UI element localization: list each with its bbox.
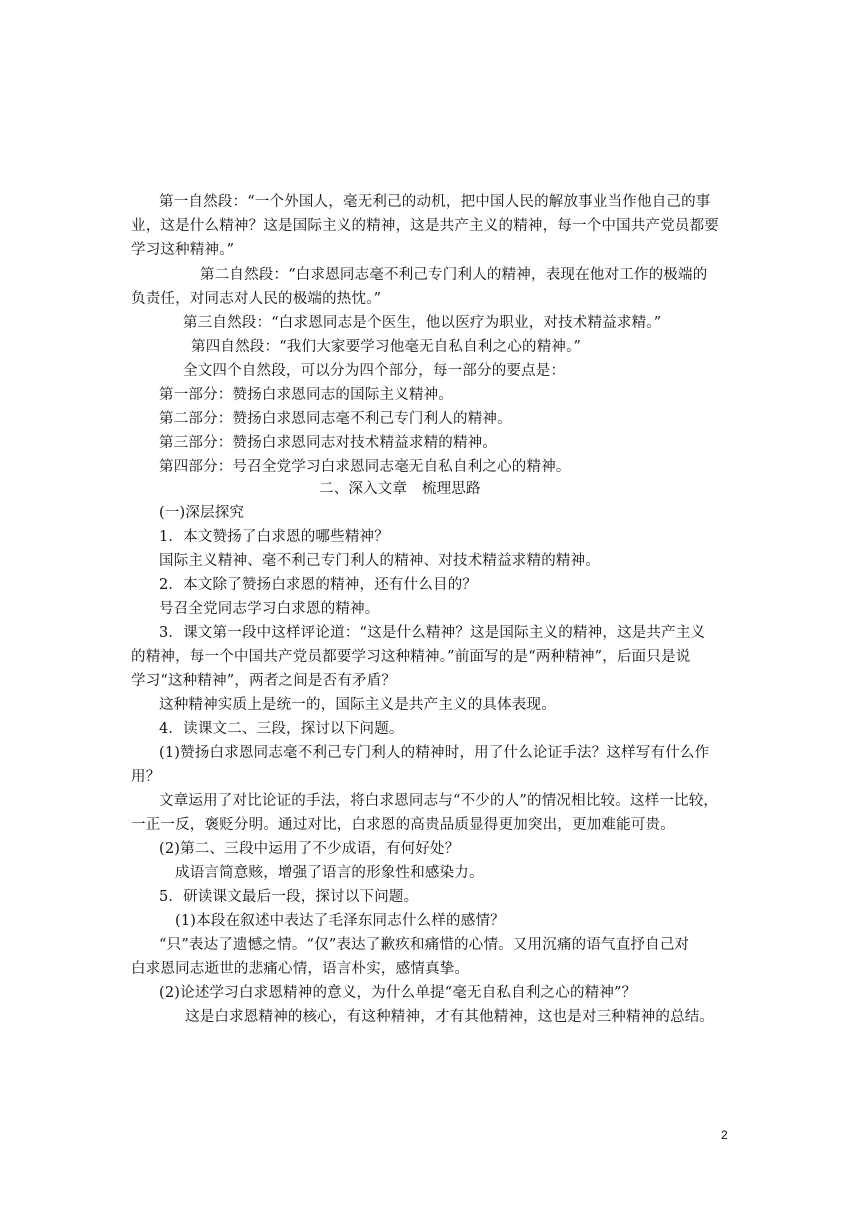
answer-2: 号召全党同志学习白求恩的精神。 [159, 601, 380, 617]
summary-line: 全文四个自然段，可以分为四个部分，每一部分的要点是： [183, 363, 566, 379]
paragraph-2-line-2: 负责任，对同志对人民的极端的热忱。” [131, 291, 382, 307]
question-1: 1．本文赞扬了白求恩的哪些精神？ [159, 529, 389, 545]
paragraph-1-line-1: 第一自然段：“一个外国人，毫无利己的动机，把中国人民的解放事业当作他自己的事 [159, 194, 711, 210]
answer-5-2: 这是白求恩精神的核心，有这种精神，才有其他精神，这也是对三种精神的总结。 [185, 1009, 715, 1025]
question-3-line-3: 学习“这种精神”，两者之间是否有矛盾？ [131, 673, 397, 689]
paragraph-1-line-3: 学习这种精神。” [131, 242, 235, 258]
question-5: 5．研读课文最后一段，探讨以下问题。 [159, 889, 419, 905]
answer-4-1-line-2: 一正一反，褒贬分明。通过对比，白求恩的高贵品质显得更加突出，更加难能可贵。 [131, 817, 675, 833]
page-number: 2 [721, 1128, 728, 1142]
answer-3: 这种精神实质上是统一的，国际主义是共产主义的具体表现。 [159, 697, 556, 713]
paragraph-2-line-1: 第二自然段：“白求恩同志毫不利己专门利人的精神，表现在他对工作的极端的 [200, 267, 708, 283]
subquestion-5-1: (1)本段在叙述中表达了毛泽东同志什么样的感情？ [175, 913, 505, 929]
answer-5-1-line-1: “只”表达了遗憾之情。“仅”表达了歉疚和痛惜的心情。又用沉痛的语气直抒自己对 [159, 937, 690, 953]
question-3-line-1: 3．课文第一段中这样评论道：“这是什么精神？这是国际主义的精神，这是共产主义 [159, 625, 706, 641]
subquestion-4-2: (2)第二、三段中运用了不少成语，有何好处？ [159, 841, 460, 857]
answer-1: 国际主义精神、毫不利己专门利人的精神、对技术精益求精的精神。 [159, 553, 600, 569]
subquestion-5-2: (2)论述学习白求恩精神的意义，为什么单提“毫无自私自利之心的精神”？ [159, 985, 637, 1001]
section-title: 二、深入文章 梳理思路 [319, 481, 481, 497]
question-3-line-2: 的精神，每一个中国共产党员都要学习这种精神。”前面写的是“两种精神”，后面只是说 [131, 649, 691, 665]
paragraph-1-line-2: 业，这是什么精神？这是国际主义的精神，这是共产主义的精神，每一个中国共产党员都要 [131, 218, 719, 234]
question-2: 2．本文除了赞扬白求恩的精神，还有什么目的？ [159, 577, 478, 593]
part-2-line: 第二部分：赞扬白求恩同志毫不利己专门利人的精神。 [159, 411, 512, 427]
answer-4-1-line-1: 文章运用了对比论证的手法，将白求恩同志与“不少的人”的情况相比较。这样一比较， [159, 793, 719, 809]
part-3-line: 第三部分：赞扬白求恩同志对技术精益求精的精神。 [159, 435, 498, 451]
part-1-line: 第一部分：赞扬白求恩同志的国际主义精神。 [159, 387, 453, 403]
part-4-line: 第四部分：号召全党学习白求恩同志毫无自私自利之心的精神。 [159, 459, 571, 475]
subquestion-4-1-line-1: (1)赞扬白求恩同志毫不利己专门利人的精神时，用了什么论证手法？这样写有什么作 [159, 745, 710, 761]
paragraph-3-line: 第三自然段：“白求恩同志是个医生，他以医疗为职业，对技术精益求精。” [183, 315, 662, 331]
subquestion-4-1-line-2: 用？ [131, 769, 161, 785]
answer-4-2: 成语言简意赅，增强了语言的形象性和感染力。 [175, 865, 484, 881]
answer-5-1-line-2: 白求恩同志逝世的悲痛心情，语言朴实，感情真挚。 [131, 961, 470, 977]
subsection-title: (一)深层探究 [159, 505, 245, 521]
question-4: 4．读课文二、三段，探讨以下问题。 [159, 721, 404, 737]
paragraph-4-line: 第四自然段：“我们大家要学习他毫无自私自利之心的精神。” [191, 339, 582, 355]
